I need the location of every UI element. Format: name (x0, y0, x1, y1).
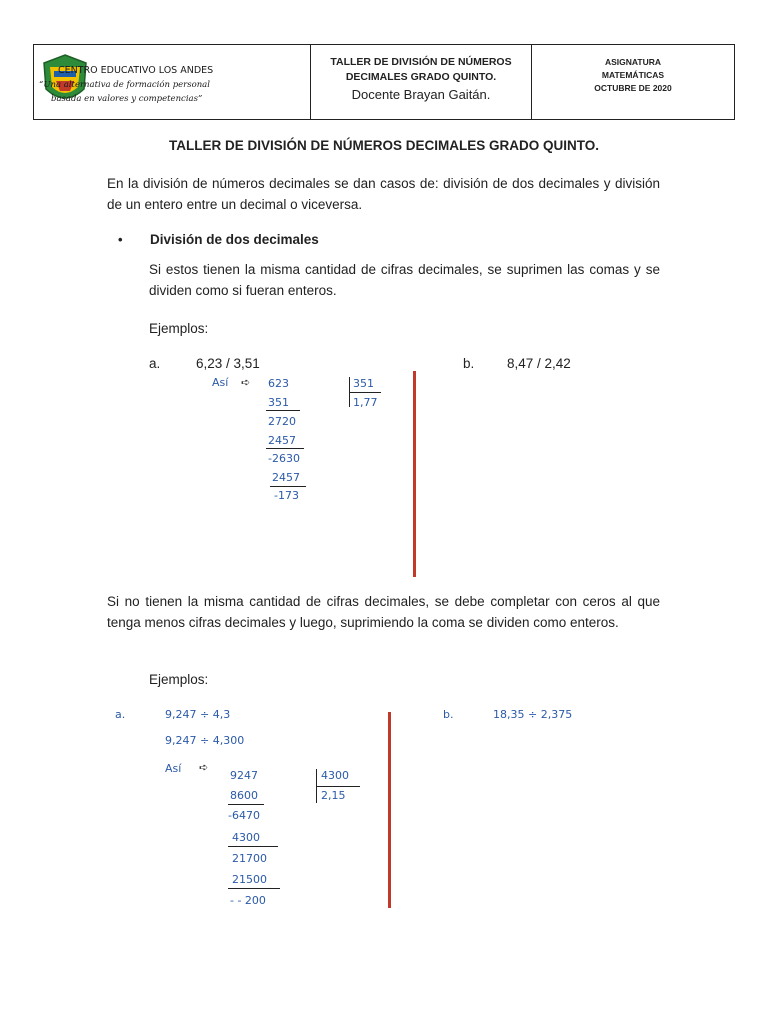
arrow-right-icon: ➪ (199, 762, 209, 774)
bullet-icon: • (118, 232, 123, 247)
section2-paragraph: Si no tienen la misma cantidad de cifras decimales, se debe completar con ceros al que tenga menos cifras decimales y luego, suprimiendo la coma se dividen como enteros. (107, 594, 660, 630)
section1-step: -173 (274, 489, 299, 502)
section2-step: -6470 (228, 809, 260, 822)
section1-step: 2457 (272, 471, 300, 484)
arrow-right-icon: ➪ (241, 377, 251, 389)
header-title-line1: TALLER DE DIVISIÓN DE NÚMEROS (330, 56, 512, 68)
section1-a-expr: 6,23 / 3,51 (196, 356, 260, 371)
intro-paragraph: En la división de números decimales se dan casos de: división de dos decimales y división de un entero entre un decimal o viceversa. (107, 176, 660, 212)
school-slogan-line2: basada en valores y competencias” (51, 94, 203, 104)
section2-step-underline (228, 846, 278, 847)
section1-step: 2720 (268, 415, 296, 428)
header-title-line2: DECIMALES GRADO QUINTO. (345, 71, 497, 83)
section1-divider (413, 371, 416, 577)
section2-step: 21500 (232, 873, 267, 886)
school-slogan-line1: “Una alternativa de formación personal (39, 80, 210, 90)
header-subject-label: ASIGNATURA (604, 57, 662, 67)
header-subject: MATEMÁTICAS (601, 70, 665, 80)
section2-divider (388, 712, 391, 908)
section1-asi: Así (212, 376, 229, 389)
header-title-cell (311, 45, 532, 119)
section1-step-underline (266, 410, 300, 411)
section1-step-underline (266, 448, 304, 449)
section2-a-expr: 9,247 ÷ 4,3 (165, 708, 231, 721)
school-name: CENTRO EDUCATIVO LOS ANDES (58, 65, 214, 76)
section1-b-label: b. (463, 356, 475, 371)
section1-division-bracket (349, 392, 381, 393)
section1-step: 351 (268, 396, 289, 409)
section2-division-bracket (316, 786, 360, 787)
section2-step-underline (228, 804, 264, 805)
section1-step: -2630 (268, 452, 300, 465)
header-date: OCTUBRE DE 2020 (594, 83, 672, 93)
section2-step: 4300 (232, 831, 260, 844)
section2-b-expr: 18,35 ÷ 2,375 (493, 708, 573, 721)
header-teacher: Docente Brayan Gaitán. (351, 87, 491, 102)
section1-quotient: 1,77 (353, 396, 378, 409)
section2-asi: Así (165, 762, 182, 775)
section2-examples-label: Ejemplos: (149, 672, 209, 687)
section2-a-expr2: 9,247 ÷ 4,300 (165, 734, 245, 747)
section1-divisor: 351 (353, 377, 374, 390)
section2-divisor: 4300 (321, 769, 349, 782)
section1-b-expr: 8,47 / 2,42 (507, 356, 571, 371)
section2-a-label: a. (115, 708, 126, 721)
section2-step: 21700 (232, 852, 267, 865)
header-school-cell (34, 45, 311, 119)
page-title: TALLER DE DIVISIÓN DE NÚMEROS DECIMALES GRADO QUINTO. (168, 138, 600, 153)
section1-a-label: a. (149, 356, 161, 371)
section1-dividend: 623 (268, 377, 289, 390)
section2-dividend: 9247 (230, 769, 258, 782)
section2-b-label: b. (443, 708, 454, 721)
section1-examples-label: Ejemplos: (149, 321, 209, 336)
section2-step: - - 200 (230, 894, 266, 907)
header-table (33, 44, 735, 120)
section2-step-underline (228, 888, 280, 889)
section2-quotient: 2,15 (321, 789, 346, 802)
section2-step: 8600 (230, 789, 258, 802)
section1-paragraph: Si estos tienen la misma cantidad de cifras decimales, se suprimen las comas y se dividen como si fueran enteros. (149, 262, 660, 298)
section1-heading: División de dos decimales (150, 232, 319, 247)
section1-step: 2457 (268, 434, 296, 447)
header-subject-cell (532, 45, 734, 119)
section1-step-underline (270, 486, 306, 487)
